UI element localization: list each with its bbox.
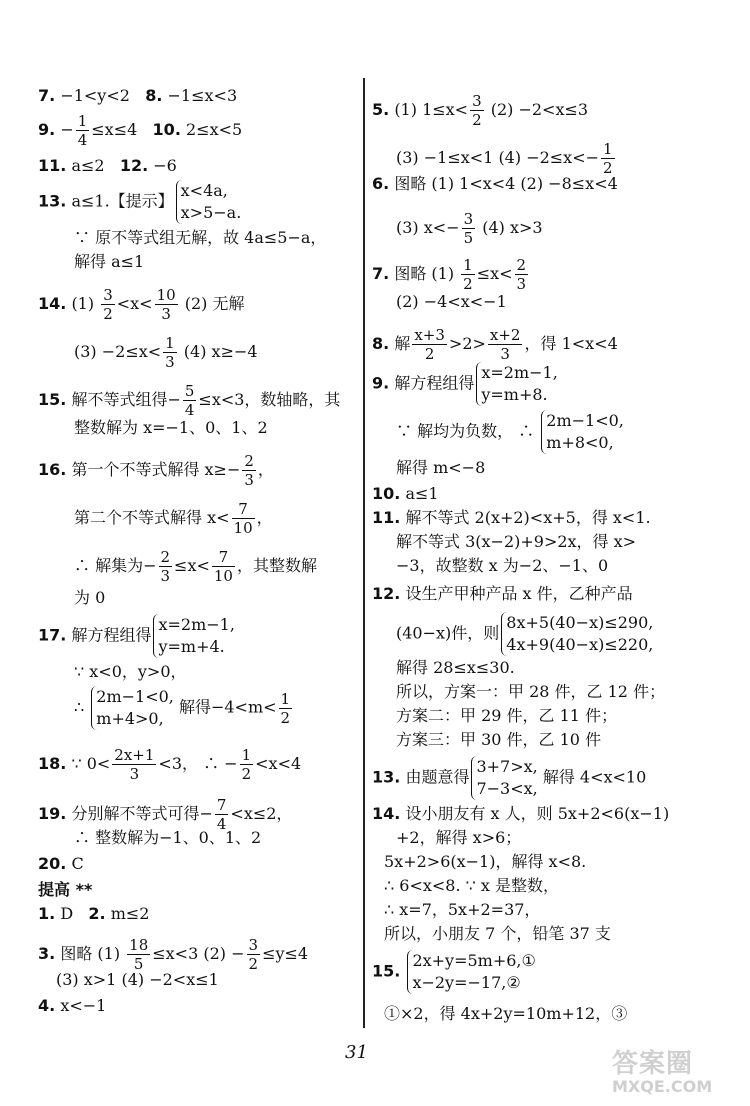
answer-12: 12. 设生产甲种产品 x 件，乙种产品 xyxy=(372,584,633,603)
watermark-logo: 答案圈 MXQE.COM xyxy=(612,1049,713,1096)
fraction: $\frac{2x+1}{3}$ xyxy=(114,746,155,783)
answer-14-line4: ∴ 6<x<8. ∵ x 是整数， xyxy=(384,876,560,895)
page-number: 31 xyxy=(345,1042,368,1063)
answer-20: 20. C xyxy=(38,854,84,873)
answer-11-line2: 解不等式 3(x−2)+9>2x，得 x> xyxy=(396,532,637,551)
answer-7-8: 7. −1<y<2 8. −1≤x<3 xyxy=(38,86,238,105)
answer-5: 5. (1) 1≤x< $\frac{3}{2}$ (2) −2<x≤3 xyxy=(372,92,589,129)
fraction: $\frac{3}{5}$ xyxy=(463,210,474,247)
answer-12-line3: 解得 28≤x≤30. xyxy=(396,658,515,677)
answer-13: 13. 由题意得 3+7>x, 7−3<x, 解得 4<x<10 xyxy=(372,757,647,798)
fraction: $\frac{1}{4}$ xyxy=(77,112,88,149)
answer-15: 15. 解不等式组得− $\frac{5}{4}$ ≤x<3，数轴略，其 xyxy=(38,382,341,419)
equation-system: 2m−1<0, m+8<0, xyxy=(541,410,624,454)
answer-6: 6. 图略 (1) 1<x<4 (2) −8≤x<4 xyxy=(372,174,618,193)
answer-14-line6: 所以，小朋友 7 个，铅笔 37 支 xyxy=(384,924,611,943)
fraction: $\frac{7}{4}$ xyxy=(216,796,227,833)
fraction: $\frac{5}{4}$ xyxy=(184,382,195,419)
answer-11-12: 11. a≤2 12. −6 xyxy=(38,156,177,175)
answer-16-line2: 第二个不等式解得 x< $\frac{7}{10}$ ， xyxy=(74,500,273,537)
fraction: $\frac{1}{2}$ xyxy=(463,256,473,293)
answer-h3: 3. 图略 (1) $\frac{18}{5}$ ≤x<3 (2) − $\frac{3}{2}$ ≤y≤4 xyxy=(38,936,309,973)
answer-12-line2: (40−x)件，则 8x+5(40−x)≤290, 4x+9(40−x)≤220, xyxy=(396,613,654,654)
answer-7-line2: (2) −4<x<−1 xyxy=(396,292,507,311)
answer-15-line2: ①×2，得 4x+2y=10m+12，③ xyxy=(384,1004,628,1023)
fraction: $\frac{x+2}{3}$ xyxy=(489,326,521,363)
fraction: $\frac{1}{2}$ xyxy=(280,689,291,727)
answer-12-line5: 方案二：甲 29 件，乙 11 件； xyxy=(396,706,618,725)
answer-14-line2: +2，解得 x>6； xyxy=(396,828,522,847)
answer-12-line4: 所以，方案一：甲 28 件，乙 12 件； xyxy=(396,682,666,701)
fraction: $\frac{2}{3}$ xyxy=(516,256,527,293)
fraction: $\frac{10}{3}$ xyxy=(156,286,176,323)
answer-14-line5: ∴ x=7，5x+2=37， xyxy=(384,900,541,919)
answer-17-line3: ∴ 2m−1<0, m+4>0, 解得−4<m< $\frac{1}{2}$ xyxy=(74,687,291,728)
answer-18: 18. ∵ 0< $\frac{2x+1}{3}$ <3， ∴ − $\frac{1}{2}$ <x<4 xyxy=(38,746,302,783)
fraction: $\frac{3}{2}$ xyxy=(103,286,113,323)
answer-9-line2: ∵ 解均为负数， ∴ 2m−1<0, m+8<0, xyxy=(396,411,624,452)
answer-17: 17. 解方程组得 x=2m−1, y=m+4. xyxy=(38,615,235,656)
equation-system: 3+7>x, 7−3<x, xyxy=(471,756,537,800)
answer-8: 8. 解 $\frac{x+3}{2}$ >2> $\frac{x+2}{3}$ ，得 1<x<4 xyxy=(372,326,618,363)
fraction: $\frac{7}{10}$ xyxy=(213,548,233,585)
answer-5-line2: (3) −1≤x<1 (4) −2≤x<− $\frac{1}{2}$ xyxy=(396,140,613,177)
fraction: $\frac{18}{5}$ xyxy=(129,936,149,973)
answer-6-line2: (3) x<− $\frac{3}{5}$ (4) x>3 xyxy=(396,210,543,247)
equation-system: 8x+5(40−x)≤290, 4x+9(40−x)≤220, xyxy=(501,612,653,656)
answer-h1-h2: 1. D 2. m≤2 xyxy=(38,904,150,923)
fraction: $\frac{3}{2}$ xyxy=(472,92,482,129)
answer-13-line3: 解得 a≤1 xyxy=(74,252,145,271)
answer-7: 7. 图略 (1) $\frac{1}{2}$ ≤x< $\frac{2}{3}$ xyxy=(372,256,527,293)
fraction: $\frac{1}{2}$ xyxy=(603,140,613,177)
answer-15-line2: 整数解为 x=−1、0、1、2 xyxy=(74,418,268,437)
section-heading-tigao: 提高 ** xyxy=(38,880,93,899)
fraction: $\frac{7}{10}$ xyxy=(233,500,253,537)
answer-19-line2: ∴ 整数解为−1、0、1、2 xyxy=(74,828,262,847)
answer-13: 13. a≤1.【提示】 x<4a, x>5−a. xyxy=(38,181,242,222)
answer-10: 10. a≤1 xyxy=(372,484,439,503)
answer-11: 11. 解不等式 2(x+2)<x+5，得 x<1. xyxy=(372,508,651,527)
answer-16: 16. 第一个不等式解得 x≥− $\frac{2}{3}$ ， xyxy=(38,452,274,489)
answer-14-line2: (3) −2≤x< $\frac{1}{3}$ (4) x≥−4 xyxy=(74,334,258,371)
answer-h4: 4. x<−1 xyxy=(38,996,107,1015)
fraction: $\frac{2}{3}$ xyxy=(244,452,254,489)
column-divider xyxy=(363,78,365,1028)
answer-12-line6: 方案三：甲 30 件，乙 10 件 xyxy=(396,730,602,749)
answer-14-line3: 5x+2>6(x−1)，解得 x<8. xyxy=(384,852,587,871)
answer-15: 15. 2x+y=5m+6,① x−2y=−17,② xyxy=(372,951,536,992)
answer-9-line3: 解得 m<−8 xyxy=(396,458,486,477)
answer-17-line2: ∵ x<0，y>0， xyxy=(74,662,187,681)
answer-11-line3: −3，故整数 x 为−2、−1、0 xyxy=(396,556,609,575)
fraction: $\frac{3}{2}$ xyxy=(248,936,259,973)
answer-16-line3: ∴ 解集为− $\frac{2}{3}$ ≤x< $\frac{7}{10}$ ，其整数解 xyxy=(74,548,317,585)
fraction: $\frac{1}{3}$ xyxy=(165,334,175,371)
answer-9-10: 9. − $\frac{1}{4}$ ≤x≤4 10. 2≤x<5 xyxy=(38,112,243,149)
fraction: $\frac{1}{2}$ xyxy=(241,746,252,783)
answer-13-line2: ∵ 原不等式组无解，故 4a≤5−a， xyxy=(74,228,327,247)
equation-system: x<4a, x>5−a. xyxy=(176,180,242,224)
equation-system: x=2m−1, y=m+8. xyxy=(476,362,557,406)
answer-14: 14. (1) $\frac{3}{2}$ <x< $\frac{10}{3}$ (2) 无解 xyxy=(38,286,245,323)
fraction: $\frac{2}{3}$ xyxy=(160,548,171,585)
answer-9: 9. 解方程组得 x=2m−1, y=m+8. xyxy=(372,363,558,404)
equation-system: 2x+y=5m+6,① x−2y=−17,② xyxy=(407,950,535,994)
equation-system: x=2m−1, y=m+4. xyxy=(153,614,234,658)
answer-h3-line2: (3) x>1 (4) −2<x≤1 xyxy=(56,970,219,989)
fraction: $\frac{x+3}{2}$ xyxy=(414,326,445,363)
answer-16-line4: 为 0 xyxy=(74,588,106,607)
answer-19: 19. 分别解不等式可得− $\frac{7}{4}$ <x≤2， xyxy=(38,796,293,833)
equation-system: 2m−1<0, m+4>0, xyxy=(91,686,174,730)
answer-14: 14. 设小朋友有 x 人，则 5x+2<6(x−1) xyxy=(372,804,670,823)
